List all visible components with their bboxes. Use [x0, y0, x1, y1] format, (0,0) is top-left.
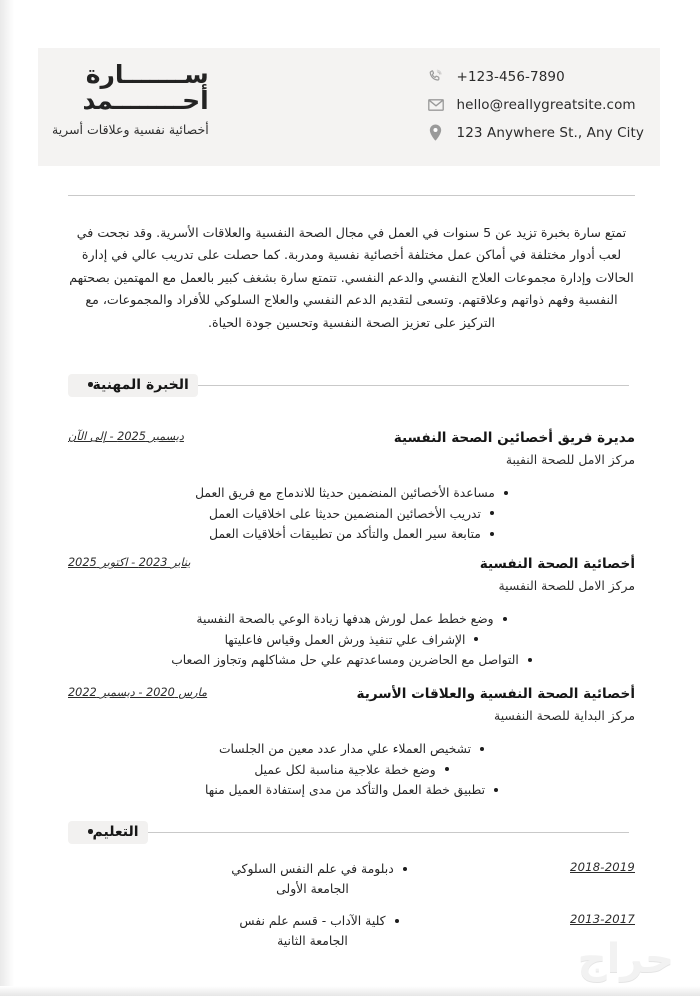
section-pill-education: [68, 821, 148, 844]
experience-entry: [68, 683, 635, 801]
phone-icon: [426, 68, 446, 85]
bullet-text: التواصل مع الحاضرين ومساعدتهم علي حل مشاكلهم وتجاوز الصعاب: [171, 653, 519, 667]
section-header-experience: [68, 373, 635, 397]
list-item: [68, 650, 635, 671]
bullet-icon: [395, 919, 399, 923]
bullet-icon: [504, 491, 508, 495]
education-degree: دبلومة في علم النفس السلوكي: [231, 861, 394, 876]
contact-address[interactable]: [426, 124, 644, 141]
bullet-icon: [490, 511, 494, 515]
bullet-text: مساعدة الأخصائين المنضمين حديثا للاندماج مع فريق العمل: [195, 486, 495, 500]
bullet-text: تشخيص العملاء علي مدار عدد معين من الجلسات: [218, 742, 472, 756]
section-rule-education: [148, 832, 629, 833]
contact-email[interactable]: [426, 96, 644, 113]
bullet-text: تدريب الأخصائين المنضمين حديثا على اخلاقيات العمل: [209, 506, 481, 521]
experience-entry-head: [68, 427, 635, 470]
bullet-icon: [503, 617, 507, 621]
education-date: 2013-2017: [570, 912, 635, 926]
section-bullet-icon: [88, 829, 93, 834]
list-item: [68, 630, 635, 651]
bullet-text: متابعة سير العمل والتأكد من تطبيقات أخلاقيات العمل: [209, 527, 481, 541]
bullet-icon: [494, 788, 498, 792]
experience-organization: مركز البداية للصحة النفسية: [494, 708, 635, 723]
experience-job-title: أخصائية الصحة النفسية والعلاقات الأسرية: [356, 686, 635, 702]
section-pill-experience: [68, 374, 198, 397]
page-edge-shadow-left: [0, 0, 14, 996]
list-item: [68, 739, 635, 760]
email-address: hello@reallygreatsite.com: [456, 96, 636, 113]
first-name: ســـــــارة: [85, 60, 209, 89]
experience-entry-titles: [356, 683, 635, 726]
name-block: [48, 58, 209, 137]
last-name: أحــــــــمد: [82, 86, 209, 115]
experience-organization: مركز الامل للصحة النفسية: [498, 578, 635, 593]
list-item: [68, 780, 635, 801]
section-rule-experience: [198, 385, 629, 386]
experience-entry-titles: [394, 427, 635, 470]
experience-date: مارس 2020 - ديسمبر 2022: [68, 686, 208, 699]
header-divider: [68, 195, 635, 196]
experience-job-title: أخصائية الصحة النفسية: [479, 556, 635, 572]
contact-phone[interactable]: [426, 68, 644, 85]
bullet-text: تطبيق خطة العمل والتأكد من مدى إستفادة العميل منها: [205, 783, 485, 797]
bullet-icon: [528, 658, 532, 662]
education-degree: كلية الآداب - قسم علم نفس: [239, 913, 386, 928]
education-date: 2018-2019: [570, 860, 635, 874]
bullet-icon: [445, 767, 449, 771]
bullet-text: وضع خطة علاجية مناسبة لكل عميل: [254, 762, 436, 777]
bullet-icon: [403, 867, 407, 871]
experience-job-title: مديرة فريق أخصائين الصحة النفسية: [393, 430, 635, 446]
experience-organization: مركز الامل للصحة النفيبة: [505, 452, 635, 467]
education-entry: [68, 910, 635, 951]
bullet-text: الإشراف علي تنفيذ ورش العمل وقياس فاعليتها: [224, 632, 466, 647]
location-pin-icon: [426, 124, 446, 141]
education-entry: [68, 858, 635, 899]
bullet-icon: [480, 747, 484, 751]
experience-bullet-list: [68, 483, 635, 545]
bullet-icon: [490, 532, 494, 536]
list-item: [68, 524, 635, 545]
experience-entry-titles: [480, 553, 635, 596]
section-header-education: [68, 820, 635, 844]
experience-date: ديسمبر 2025 - إلى الآن: [68, 430, 184, 443]
experience-entry-head: [68, 553, 635, 596]
bullet-icon: [474, 637, 478, 641]
list-item: [68, 609, 635, 630]
education-school: الجامعة الأولى: [276, 881, 349, 896]
experience-bullet-list: [68, 739, 635, 801]
experience-entry-head: [68, 683, 635, 726]
section-title-education: التعليم: [92, 823, 139, 840]
list-item: [68, 760, 635, 781]
list-item: [68, 483, 635, 504]
street-address: 123 Anywhere St., Any City: [456, 124, 644, 141]
professional-subtitle: أخصائية نفسية وعلاقات أسرية: [52, 122, 209, 137]
education-school: الجامعة الثانية: [277, 933, 348, 948]
education-text: [68, 858, 570, 899]
page-edge-shadow-bottom: [0, 986, 700, 996]
education-degree-line: [239, 913, 398, 928]
experience-bullet-list: [68, 609, 635, 671]
section-bullet-icon: [88, 382, 93, 387]
watermark: حراج: [577, 936, 674, 982]
education-text: [68, 910, 570, 951]
professional-summary: تمتع سارة بخبرة تزيد عن 5 سنوات في العمل في مجال الصحة النفسية والعلاقات الأسرية. وقد نجحت في لعب أدوار مختلفة في أماكن عمل مختلفة أخصائية نفسية ومدربة. كما حصلت على تدريب عالي في إدارة الحالات وإدارة مجموعات العلاج النفسي والدعم النفسي. تتمتع سارة بشغف كبير بالعمل مع المهتمين بصحتهم النفسية وفهم ذواتهم وعلاقتهم. وتسعى لتقديم الدعم النفسي والعلاج السلوكي للأفراد والمجموعات، مع التركيز على تعزيز الصحة النفسية وتحسين جودة الحياة.: [69, 225, 634, 330]
envelope-icon: [426, 96, 446, 113]
experience-date: يناير 2023 - اكتوبر 2025: [68, 556, 191, 569]
phone-number: +123-456-7890: [456, 68, 565, 85]
section-title-experience: الخبرة المهنية: [92, 376, 189, 393]
header: [38, 48, 660, 166]
education-degree-line: [231, 861, 407, 876]
list-item: [68, 504, 635, 525]
contact-list: [426, 58, 650, 141]
experience-entry: [68, 427, 635, 545]
experience-entry: [68, 553, 635, 671]
bullet-text: وضع خطط عمل لورش هدفها زيادة الوعي بالصحة النفسية: [196, 612, 494, 626]
